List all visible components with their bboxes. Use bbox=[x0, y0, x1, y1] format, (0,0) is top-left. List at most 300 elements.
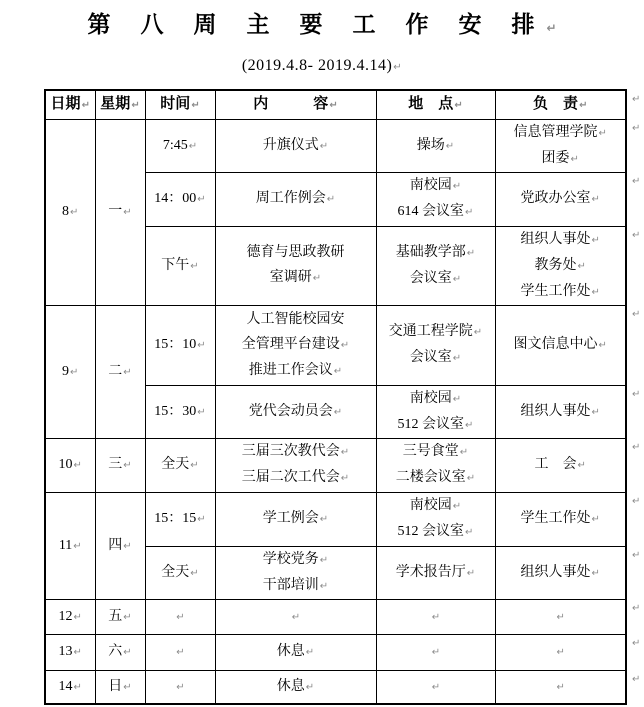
cell-text: 南校园 bbox=[409, 178, 452, 193]
paragraph-mark: ↵ bbox=[466, 247, 476, 259]
paragraph-mark: ↵ bbox=[431, 681, 441, 693]
cell-text: 德育与思政教研 bbox=[246, 245, 345, 260]
paragraph-mark: ↵ bbox=[570, 153, 579, 165]
text-line bbox=[146, 604, 215, 630]
paragraph-mark: ↵ bbox=[452, 273, 462, 285]
cell-text: 教务处 bbox=[534, 257, 577, 273]
cell-text: 组织人事处 bbox=[520, 403, 591, 419]
paragraph-mark: ↵ bbox=[598, 127, 607, 139]
cell-location bbox=[376, 172, 495, 226]
cell-text: 512 会议室 bbox=[397, 416, 465, 432]
text-line bbox=[46, 91, 95, 118]
cell-text: 一 bbox=[108, 204, 123, 219]
paragraph-mark: ↵ bbox=[393, 62, 403, 73]
text-line bbox=[46, 639, 95, 665]
text-line bbox=[377, 439, 495, 465]
text-line bbox=[377, 465, 495, 491]
paragraph-mark: ↵ bbox=[452, 181, 462, 192]
cell-text: 五 bbox=[108, 608, 123, 624]
cell-date bbox=[45, 634, 95, 670]
text-line bbox=[496, 332, 626, 358]
table-row bbox=[45, 599, 626, 634]
paragraph-mark: ↵ bbox=[591, 234, 600, 246]
text-line bbox=[46, 359, 95, 385]
cell-text: 三 bbox=[108, 457, 123, 472]
text-line bbox=[216, 307, 376, 332]
table-row bbox=[45, 119, 626, 172]
text-line bbox=[46, 452, 95, 478]
cell-content bbox=[215, 546, 376, 599]
text-line bbox=[216, 674, 376, 700]
cell-text: 二 bbox=[108, 363, 123, 379]
cell-responsible bbox=[495, 119, 626, 172]
text-line bbox=[377, 173, 495, 199]
cell-content bbox=[215, 226, 376, 305]
text-line bbox=[96, 533, 145, 559]
text-line bbox=[96, 674, 145, 700]
cell-text: 15：15 bbox=[154, 511, 197, 526]
paragraph-mark: ↵ bbox=[452, 501, 462, 512]
cell-responsible bbox=[495, 670, 626, 704]
text-line bbox=[496, 452, 626, 478]
cell-text: 学生工作处 bbox=[520, 283, 591, 299]
text-line bbox=[496, 279, 626, 305]
header-cell-date bbox=[45, 90, 95, 119]
paragraph-mark: ↵ bbox=[591, 286, 600, 298]
paragraph-mark: ↵ bbox=[333, 365, 343, 377]
paragraph-mark: ↵ bbox=[73, 647, 82, 658]
text-line bbox=[146, 91, 215, 118]
text-line bbox=[146, 674, 215, 700]
cell-text: 党政办公室 bbox=[520, 191, 591, 206]
cell-content bbox=[215, 492, 376, 546]
cell-text: 人工智能校园安 bbox=[246, 311, 345, 327]
row-end-mark: ↵ bbox=[632, 442, 641, 453]
paragraph-mark: ↵ bbox=[191, 100, 200, 112]
cell-text: 基础教学部 bbox=[395, 244, 466, 260]
text-line bbox=[496, 639, 626, 665]
text-line bbox=[377, 319, 495, 345]
paragraph-mark: ↵ bbox=[123, 611, 132, 623]
cell-text: 四 bbox=[108, 537, 123, 553]
cell-day bbox=[95, 492, 145, 599]
text-line bbox=[146, 186, 215, 212]
paragraph-mark: ↵ bbox=[465, 527, 474, 538]
row-end-mark: ↵ bbox=[632, 309, 641, 320]
text-line bbox=[377, 266, 495, 292]
paragraph-mark: ↵ bbox=[73, 540, 82, 552]
cell-content bbox=[215, 670, 376, 704]
text-line bbox=[496, 253, 626, 279]
text-line bbox=[377, 604, 495, 630]
paragraph-mark: ↵ bbox=[326, 194, 336, 205]
cell-content bbox=[215, 385, 376, 438]
cell-day bbox=[95, 438, 145, 492]
cell-text: 升旗仪式 bbox=[262, 137, 319, 153]
cell-date bbox=[45, 599, 95, 634]
cell-text: 休息 bbox=[276, 644, 305, 659]
row-end-mark: ↵ bbox=[632, 550, 641, 561]
paragraph-mark: ↵ bbox=[197, 194, 206, 205]
cell-date bbox=[45, 119, 95, 305]
cell-text: 15：10 bbox=[154, 337, 197, 352]
cell-responsible bbox=[495, 226, 626, 305]
row-end-mark: ↵ bbox=[632, 230, 641, 241]
cell-location bbox=[376, 599, 495, 634]
cell-text: 全天 bbox=[161, 457, 190, 472]
text-line bbox=[377, 386, 495, 412]
text-line bbox=[146, 133, 215, 159]
cell-day bbox=[95, 119, 145, 305]
paragraph-mark: ↵ bbox=[188, 140, 198, 152]
paragraph-mark: ↵ bbox=[70, 366, 79, 378]
cell-text: 8 bbox=[62, 204, 70, 219]
cell-text: 学术报告厅 bbox=[395, 564, 466, 580]
text-line bbox=[146, 639, 215, 665]
paragraph-mark: ↵ bbox=[466, 473, 476, 484]
paragraph-mark: ↵ bbox=[123, 207, 132, 218]
paragraph-mark: ↵ bbox=[176, 611, 185, 623]
paragraph-mark: ↵ bbox=[556, 681, 565, 693]
paragraph-mark: ↵ bbox=[445, 140, 455, 152]
paragraph-mark: ↵ bbox=[131, 100, 140, 112]
text-line bbox=[377, 91, 495, 118]
cell-text: 地 点 bbox=[408, 94, 454, 113]
table-row bbox=[45, 438, 626, 492]
cell-time bbox=[145, 385, 215, 438]
cell-time bbox=[145, 305, 215, 385]
text-line bbox=[216, 240, 376, 265]
text-line bbox=[496, 560, 626, 586]
paragraph-mark: ↵ bbox=[556, 647, 565, 658]
text-line bbox=[377, 133, 495, 159]
page-subtitle bbox=[0, 57, 644, 75]
paragraph-mark: ↵ bbox=[190, 460, 199, 471]
header-cell-content bbox=[215, 90, 376, 119]
header-cell-location bbox=[376, 90, 495, 119]
paragraph-mark: ↵ bbox=[579, 100, 588, 112]
cell-text: 下午 bbox=[161, 257, 190, 273]
text-line bbox=[216, 332, 376, 358]
cell-text: 全管理平台建设 bbox=[241, 336, 340, 352]
paragraph-mark: ↵ bbox=[452, 353, 462, 364]
text-line bbox=[216, 133, 376, 159]
cell-day bbox=[95, 305, 145, 438]
text-line bbox=[216, 186, 376, 212]
text-line bbox=[46, 674, 95, 700]
cell-text: 日 bbox=[108, 678, 123, 694]
cell-time bbox=[145, 172, 215, 226]
cell-day bbox=[95, 634, 145, 670]
cell-content bbox=[215, 599, 376, 634]
cell-text: 日期 bbox=[50, 94, 81, 113]
cell-text: 14 bbox=[58, 678, 73, 694]
cell-responsible bbox=[495, 634, 626, 670]
text-line bbox=[377, 240, 495, 266]
text-line bbox=[96, 199, 145, 225]
cell-text: 党代会动员会 bbox=[248, 403, 333, 419]
paragraph-mark: ↵ bbox=[319, 140, 329, 152]
paragraph-mark: ↵ bbox=[340, 473, 350, 484]
cell-text: 南校园 bbox=[409, 390, 452, 406]
paragraph-mark: ↵ bbox=[123, 540, 132, 552]
paragraph-mark: ↵ bbox=[123, 460, 132, 471]
text-line bbox=[377, 519, 495, 545]
text-line bbox=[146, 560, 215, 586]
paragraph-mark: ↵ bbox=[197, 340, 206, 351]
cell-time bbox=[145, 670, 215, 704]
cell-responsible bbox=[495, 305, 626, 385]
text-line bbox=[496, 186, 626, 212]
cell-text: 信息管理学院 bbox=[513, 124, 598, 140]
cell-date bbox=[45, 492, 95, 599]
cell-responsible bbox=[495, 385, 626, 438]
cell-content bbox=[215, 305, 376, 385]
cell-location bbox=[376, 305, 495, 385]
text-line bbox=[216, 604, 376, 630]
cell-text: 组织人事处 bbox=[520, 564, 591, 580]
paragraph-mark: ↵ bbox=[70, 207, 79, 218]
paragraph-mark: ↵ bbox=[73, 460, 82, 471]
table-row bbox=[45, 634, 626, 670]
paragraph-mark: ↵ bbox=[123, 366, 132, 378]
cell-text: 11 bbox=[58, 537, 73, 553]
header-cell-time bbox=[145, 90, 215, 119]
cell-time bbox=[145, 599, 215, 634]
text-line bbox=[216, 465, 376, 491]
text-line bbox=[146, 506, 215, 532]
cell-responsible bbox=[495, 546, 626, 599]
cell-time bbox=[145, 492, 215, 546]
paragraph-mark: ↵ bbox=[190, 567, 199, 579]
page-title bbox=[0, 6, 644, 39]
paragraph-mark: ↵ bbox=[591, 567, 600, 579]
page-title-text: 第 八 周 主 要 工 作 安 排 bbox=[87, 12, 546, 38]
text-line bbox=[146, 332, 215, 358]
paragraph-mark: ↵ bbox=[73, 611, 82, 623]
row-end-mark: ↵ bbox=[632, 123, 641, 134]
text-line bbox=[46, 199, 95, 225]
paragraph-mark: ↵ bbox=[312, 273, 322, 284]
cell-text: 图文信息中心 bbox=[513, 337, 598, 352]
cell-text: 组织人事处 bbox=[520, 231, 591, 247]
cell-text: 614 会议室 bbox=[397, 204, 465, 219]
cell-location bbox=[376, 119, 495, 172]
text-line bbox=[377, 412, 495, 438]
paragraph-mark: ↵ bbox=[546, 21, 557, 35]
cell-text: 休息 bbox=[276, 678, 305, 694]
paragraph-mark: ↵ bbox=[123, 647, 132, 658]
text-line bbox=[496, 674, 626, 700]
text-line bbox=[377, 199, 495, 225]
paragraph-mark: ↵ bbox=[452, 393, 462, 405]
text-line bbox=[216, 91, 376, 118]
text-line bbox=[96, 359, 145, 385]
row-end-mark: ↵ bbox=[632, 389, 641, 400]
cell-text: 12 bbox=[58, 608, 73, 624]
paragraph-mark: ↵ bbox=[197, 514, 206, 525]
cell-location bbox=[376, 438, 495, 492]
paragraph-mark: ↵ bbox=[465, 207, 474, 218]
paragraph-mark: ↵ bbox=[176, 647, 185, 658]
row-end-mark: ↵ bbox=[632, 176, 641, 187]
paragraph-mark: ↵ bbox=[459, 447, 469, 458]
cell-time bbox=[145, 226, 215, 305]
row-end-mark: ↵ bbox=[632, 496, 641, 507]
cell-text: 学工例会 bbox=[262, 511, 319, 526]
text-line bbox=[96, 604, 145, 630]
cell-text: 学生工作处 bbox=[520, 511, 591, 526]
cell-text: 六 bbox=[108, 644, 123, 659]
text-line bbox=[216, 439, 376, 465]
cell-text: 15：30 bbox=[154, 403, 197, 419]
paragraph-mark: ↵ bbox=[319, 554, 329, 566]
text-line bbox=[46, 533, 95, 559]
cell-time bbox=[145, 438, 215, 492]
cell-responsible bbox=[495, 438, 626, 492]
paragraph-mark: ↵ bbox=[591, 514, 600, 525]
cell-text: 南校园 bbox=[409, 498, 452, 513]
cell-text: 干部培训 bbox=[262, 577, 319, 593]
page-subtitle-text: (2019.4.8- 2019.4.14) bbox=[241, 57, 393, 74]
text-line bbox=[216, 265, 376, 291]
row-end-mark: ↵ bbox=[632, 603, 641, 614]
cell-text: 工 会 bbox=[534, 457, 577, 472]
paragraph-mark: ↵ bbox=[197, 406, 206, 418]
cell-responsible bbox=[495, 172, 626, 226]
cell-date bbox=[45, 438, 95, 492]
cell-text: 会议室 bbox=[409, 270, 452, 286]
text-line bbox=[496, 227, 626, 253]
cell-text: 7:45 bbox=[162, 137, 188, 153]
cell-time bbox=[145, 546, 215, 599]
cell-responsible bbox=[495, 599, 626, 634]
cell-location bbox=[376, 385, 495, 438]
cell-location bbox=[376, 546, 495, 599]
cell-time bbox=[145, 634, 215, 670]
header-cell-responsible bbox=[495, 90, 626, 119]
paragraph-mark: ↵ bbox=[591, 194, 600, 205]
text-line bbox=[496, 604, 626, 630]
paragraph-mark: ↵ bbox=[431, 611, 441, 623]
row-end-mark: ↵ bbox=[632, 674, 641, 685]
paragraph-mark: ↵ bbox=[591, 406, 600, 418]
table-row bbox=[45, 670, 626, 704]
header-cell-day bbox=[95, 90, 145, 119]
text-line bbox=[96, 452, 145, 478]
paragraph-mark: ↵ bbox=[333, 406, 343, 418]
paragraph-mark: ↵ bbox=[598, 340, 607, 351]
cell-day bbox=[95, 670, 145, 704]
cell-text: 会议室 bbox=[409, 350, 452, 365]
paragraph-mark: ↵ bbox=[319, 514, 329, 525]
text-line bbox=[377, 560, 495, 586]
text-line bbox=[496, 91, 626, 118]
schedule-table bbox=[44, 89, 627, 705]
cell-text: 全天 bbox=[161, 564, 190, 580]
paragraph-mark: ↵ bbox=[556, 611, 565, 623]
paragraph-mark: ↵ bbox=[431, 647, 441, 658]
table-row bbox=[45, 492, 626, 546]
cell-location bbox=[376, 634, 495, 670]
cell-location bbox=[376, 226, 495, 305]
text-line bbox=[216, 573, 376, 599]
paragraph-mark: ↵ bbox=[577, 460, 586, 471]
cell-text: 星期 bbox=[100, 94, 131, 113]
table-row bbox=[45, 305, 626, 385]
text-line bbox=[377, 674, 495, 700]
cell-responsible bbox=[495, 492, 626, 546]
paragraph-mark: ↵ bbox=[340, 339, 350, 351]
cell-text: 室调研 bbox=[269, 270, 312, 285]
text-line bbox=[96, 639, 145, 665]
cell-text: 推进工作会议 bbox=[248, 362, 333, 378]
paragraph-mark: ↵ bbox=[123, 681, 132, 693]
text-line bbox=[496, 399, 626, 425]
cell-text: 三号食堂 bbox=[402, 444, 459, 459]
text-line bbox=[496, 146, 626, 172]
text-line bbox=[216, 399, 376, 425]
paragraph-mark: ↵ bbox=[340, 447, 350, 458]
row-end-mark: ↵ bbox=[632, 94, 641, 105]
header-row bbox=[45, 90, 626, 119]
paragraph-mark: ↵ bbox=[319, 580, 329, 592]
cell-text: 学校党务 bbox=[262, 551, 319, 567]
cell-time bbox=[145, 119, 215, 172]
cell-text: 操场 bbox=[416, 137, 445, 153]
paragraph-mark: ↵ bbox=[176, 681, 185, 693]
cell-text: 团委 bbox=[541, 150, 570, 166]
cell-date bbox=[45, 305, 95, 438]
paragraph-mark: ↵ bbox=[577, 260, 586, 272]
paragraph-mark: ↵ bbox=[329, 100, 338, 112]
cell-content bbox=[215, 634, 376, 670]
text-line bbox=[146, 253, 215, 279]
paragraph-mark: ↵ bbox=[465, 419, 474, 431]
text-line bbox=[377, 639, 495, 665]
cell-content bbox=[215, 438, 376, 492]
paragraph-mark: ↵ bbox=[473, 327, 483, 338]
text-line bbox=[377, 493, 495, 519]
cell-day bbox=[95, 599, 145, 634]
text-line bbox=[496, 120, 626, 146]
text-line bbox=[46, 604, 95, 630]
paragraph-mark: ↵ bbox=[305, 647, 315, 658]
cell-text: 二楼会议室 bbox=[395, 470, 466, 485]
cell-date bbox=[45, 670, 95, 704]
cell-content bbox=[215, 172, 376, 226]
text-line bbox=[216, 358, 376, 384]
cell-text: 14：00 bbox=[154, 191, 197, 206]
paragraph-mark: ↵ bbox=[190, 260, 199, 272]
cell-text: 周工作例会 bbox=[255, 191, 326, 206]
paragraph-mark: ↵ bbox=[454, 100, 463, 112]
cell-text: 512 会议室 bbox=[397, 524, 465, 539]
cell-text: 交通工程学院 bbox=[388, 324, 473, 339]
cell-text: 负 责 bbox=[533, 94, 579, 113]
text-line bbox=[146, 399, 215, 425]
cell-text: 13 bbox=[58, 644, 73, 659]
cell-text: 三届二次工代会 bbox=[241, 470, 340, 485]
text-line bbox=[216, 639, 376, 665]
cell-content bbox=[215, 119, 376, 172]
text-line bbox=[496, 506, 626, 532]
text-line bbox=[216, 506, 376, 532]
text-line bbox=[377, 345, 495, 371]
cell-text: 10 bbox=[58, 457, 73, 472]
paragraph-mark: ↵ bbox=[81, 100, 90, 112]
paragraph-mark: ↵ bbox=[291, 611, 301, 623]
